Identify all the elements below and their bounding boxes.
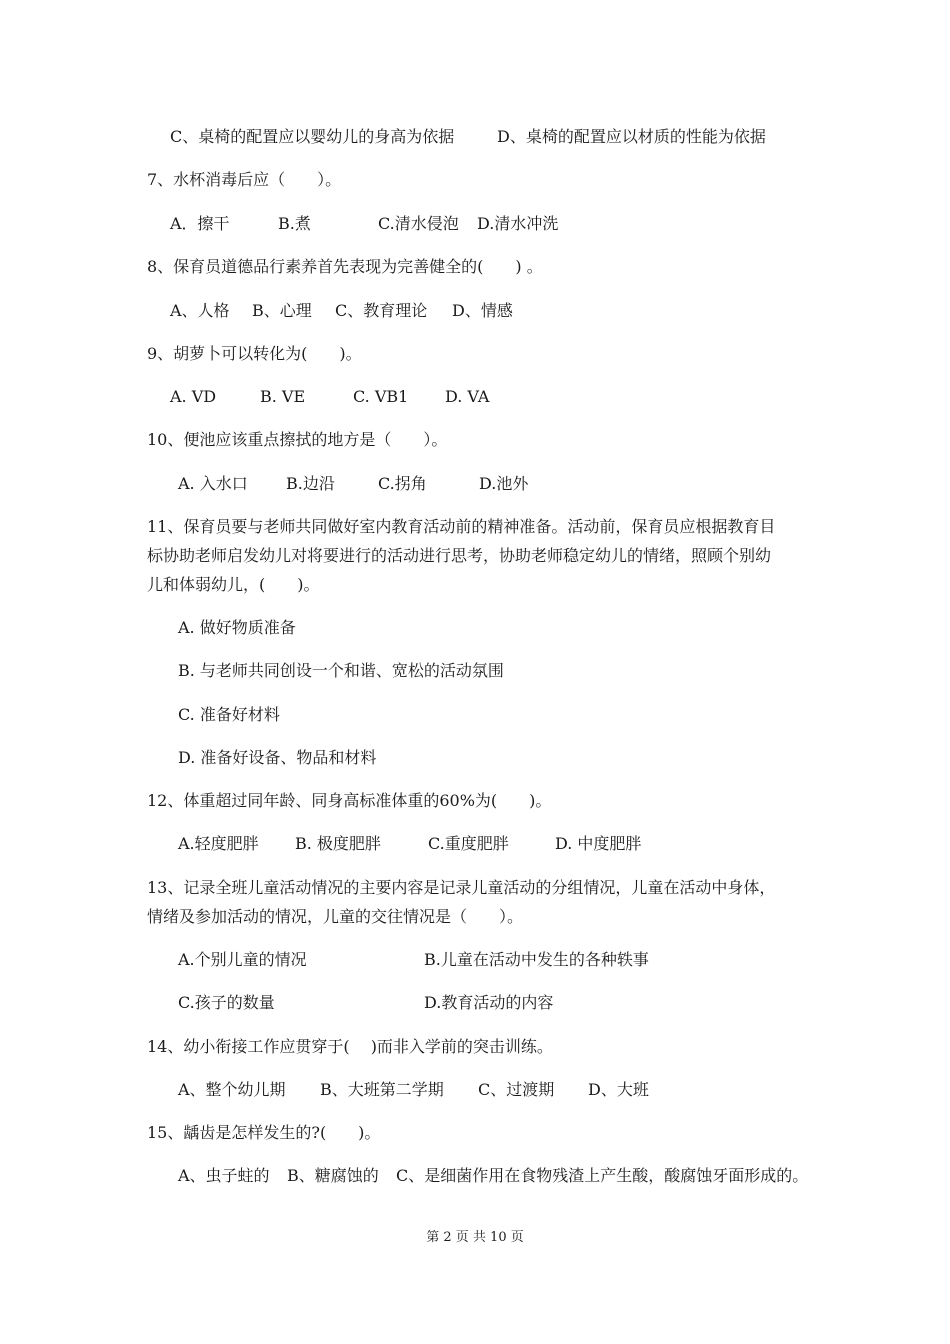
q12-option-a: A.轻度肥胖 (178, 834, 259, 853)
question-15: 15、龋齿是怎样发生的?( )。 (147, 1123, 381, 1142)
q10-option-d: D.池外 (479, 474, 529, 493)
q8-option-a: A、人格 (170, 301, 230, 320)
q10-option-a: A. 入水口 (178, 474, 248, 493)
q13-option-d: D.教育活动的内容 (424, 993, 554, 1012)
q15-option-b: B、糖腐蚀的 (287, 1166, 379, 1185)
q10-option-c: C.拐角 (378, 474, 427, 493)
q7-option-d: D.清水冲洗 (477, 214, 559, 233)
q6-option-d: D、桌椅的配置应以材质的性能为依据 (497, 127, 766, 146)
q9-option-d: D. VA (445, 387, 490, 406)
page-footer: 第 2 页 共 10 页 (426, 1230, 524, 1245)
q12-option-b: B. 极度肥胖 (295, 834, 381, 853)
q14-option-c: C、过渡期 (478, 1080, 555, 1099)
q13-option-c: C.孩子的数量 (178, 993, 275, 1012)
q11-option-a: A. 做好物质准备 (178, 618, 296, 637)
q14-option-b: B、大班第二学期 (320, 1080, 444, 1099)
question-7: 7、水杯消毒后应（ ）。 (147, 170, 342, 189)
q11-option-d: D. 准备好设备、物品和材料 (178, 748, 377, 767)
question-14: 14、幼小衔接工作应贯穿于( )而非入学前的突击训练。 (147, 1037, 553, 1056)
question-11-line-1: 11、保育员要与老师共同做好室内教育活动前的精神准备。活动前，保育员应根据教育目 (147, 517, 776, 536)
q12-option-d: D. 中度肥胖 (555, 834, 642, 853)
question-9: 9、胡萝卜可以转化为( )。 (147, 344, 362, 363)
q11-option-c: C. 准备好材料 (178, 705, 280, 724)
question-8: 8、保育员道德品行素养首先表现为完善健全的( ) 。 (147, 257, 543, 276)
q7-option-b: B.煮 (278, 214, 311, 233)
q6-option-c: C、桌椅的配置应以婴幼儿的身高为依据 (170, 127, 455, 146)
question-13-line-1: 13、记录全班儿童活动情况的主要内容是记录儿童活动的分组情况，儿童在活动中身体， (147, 878, 776, 897)
q9-option-c: C. VB1 (353, 387, 409, 406)
q15-option-c: C、是细菌作用在食物残渣上产生酸，酸腐蚀牙面形成的。 (396, 1166, 809, 1185)
q8-option-b: B、心理 (252, 301, 312, 320)
question-10: 10、便池应该重点擦拭的地方是（ ）。 (147, 430, 448, 449)
q13-option-a: A.个别儿童的情况 (178, 950, 307, 969)
q12-option-c: C.重度肥胖 (428, 834, 509, 853)
q11-option-b: B. 与老师共同创设一个和谐、宽松的活动氛围 (178, 661, 504, 680)
question-12: 12、体重超过同年龄、同身高标准体重的60%为( )。 (147, 791, 552, 810)
q14-option-d: D、大班 (588, 1080, 649, 1099)
q14-option-a: A、整个幼儿期 (178, 1080, 286, 1099)
q8-option-c: C、教育理论 (335, 301, 428, 320)
q9-option-b: B. VE (260, 387, 306, 406)
q8-option-d: D、情感 (452, 301, 513, 320)
q7-option-a: A．擦干 (170, 214, 230, 233)
q9-option-a: A. VD (170, 387, 217, 406)
q13-option-b: B.儿童在活动中发生的各种轶事 (424, 950, 649, 969)
q10-option-b: B.边沿 (286, 474, 335, 493)
question-11-line-2: 标协助老师启发幼儿对将要进行的活动进行思考，协助老师稳定幼儿的情绪，照顾个别幼 (147, 546, 772, 565)
q7-option-c: C.清水侵泡 (378, 214, 459, 233)
question-11-line-3: 儿和体弱幼儿，( )。 (147, 575, 320, 594)
question-13-line-2: 情绪及参加活动的情况，儿童的交往情况是（ ）。 (147, 907, 524, 926)
q15-option-a: A、虫子蛀的 (178, 1166, 270, 1185)
